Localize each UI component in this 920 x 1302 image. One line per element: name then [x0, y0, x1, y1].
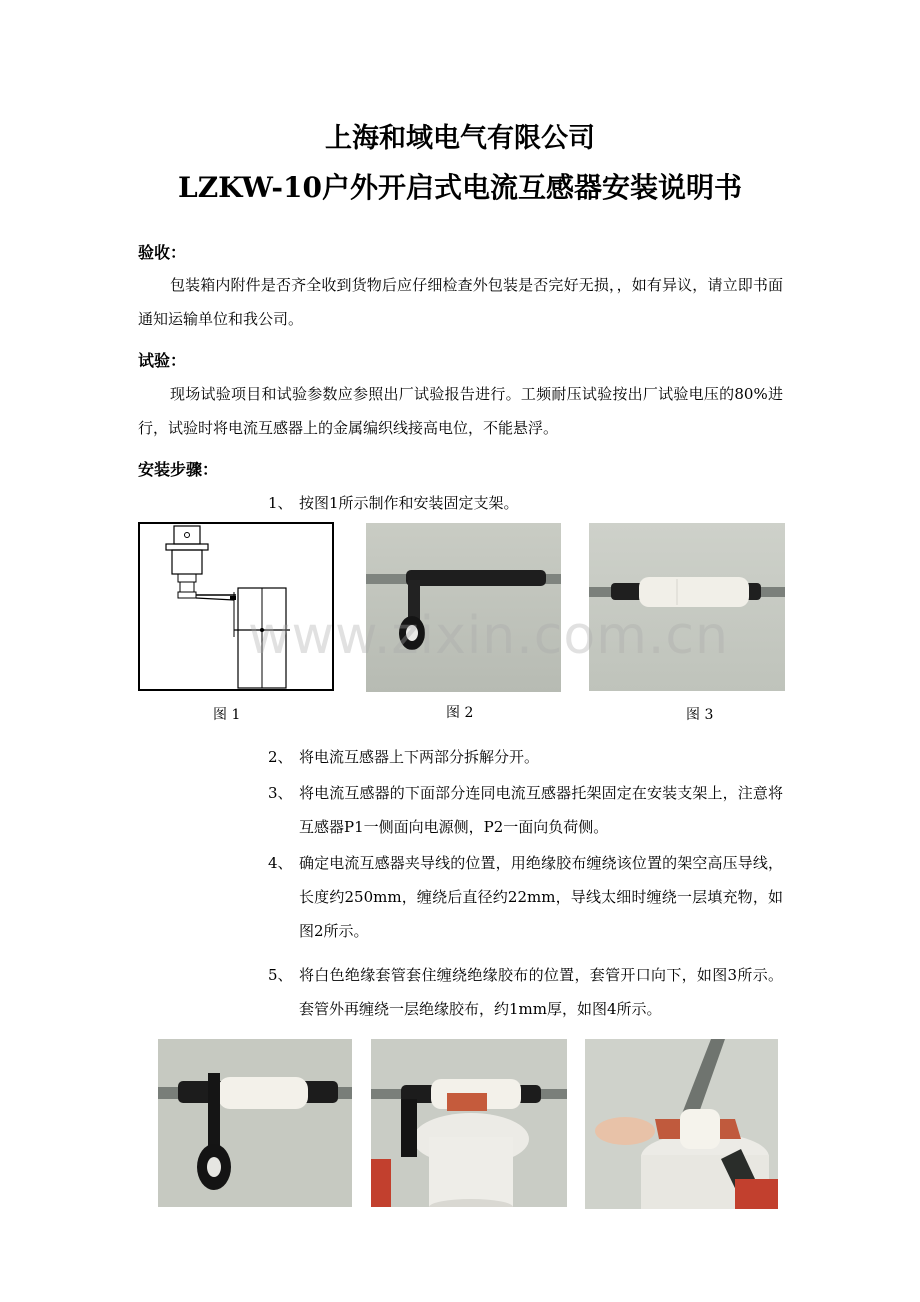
paragraph-test: 现场试验项目和试验参数应参照出厂试验报告进行。工频耐压试验按出厂试验电压的80%进行，试验时将电流互感器上的金属编织线接高电位，不能悬浮。: [138, 385, 783, 437]
figure-4-photo: [158, 1039, 352, 1207]
step-text: 确定电流互感器夹导线的位置，用绝缘胶布缠绕该位置的架空高压导线，长度约250mm，缠绕后直径约22mm，导线太细时缠绕一层填充物，如图2所示。: [299, 854, 783, 940]
document-title: LZKW-10户外开启式电流互感器安装说明书: [178, 171, 742, 204]
step-text: 按图1所示制作和安装固定支架。: [299, 494, 519, 512]
heading-acceptance: 验收：: [138, 243, 187, 262]
step-1: [268, 486, 783, 520]
figure-5-photo: [371, 1039, 567, 1207]
company-title: 上海和域电气有限公司: [325, 123, 595, 154]
step-text: 将电流互感器的下面部分连同电流互感器托架固定在安装支架上，注意将互感器P1一侧面向电源侧，P2一面向负荷侧。: [299, 784, 783, 836]
step-number: 3、: [268, 784, 293, 802]
step-text: 将电流互感器上下两部分拆解分开。: [299, 748, 540, 766]
step-5: [268, 958, 783, 1026]
step-text: 将白色绝缘套管套住缠绕绝缘胶布的位置，套管开口向下，如图3所示。套管外再缠绕一层绝缘胶布，约1mm厚，如图4所示。: [299, 966, 783, 1018]
step-3: [268, 776, 783, 844]
step-number: 5、: [268, 966, 293, 984]
step-number: 4、: [268, 854, 293, 872]
step-number: 2、: [268, 748, 293, 766]
step-4: [268, 846, 783, 948]
heading-install: 安装步骤：: [138, 460, 219, 479]
figure-6-photo: [585, 1039, 778, 1209]
heading-test: 试验：: [138, 351, 187, 370]
watermark: www.zixin.com.cn: [248, 606, 729, 666]
paragraph-acceptance: 包装箱内附件是否齐全收到货物后应仔细检查外包装是否完好无损，，如有异议，请立即书面通知运输单位和我公司。: [138, 276, 783, 328]
figure-2-caption: 图 2: [446, 705, 474, 721]
step-number: 1、: [268, 494, 293, 512]
figure-1-caption: 图 1: [213, 707, 241, 723]
figure-3-caption: 图 3: [686, 707, 714, 723]
step-2: [268, 740, 783, 774]
